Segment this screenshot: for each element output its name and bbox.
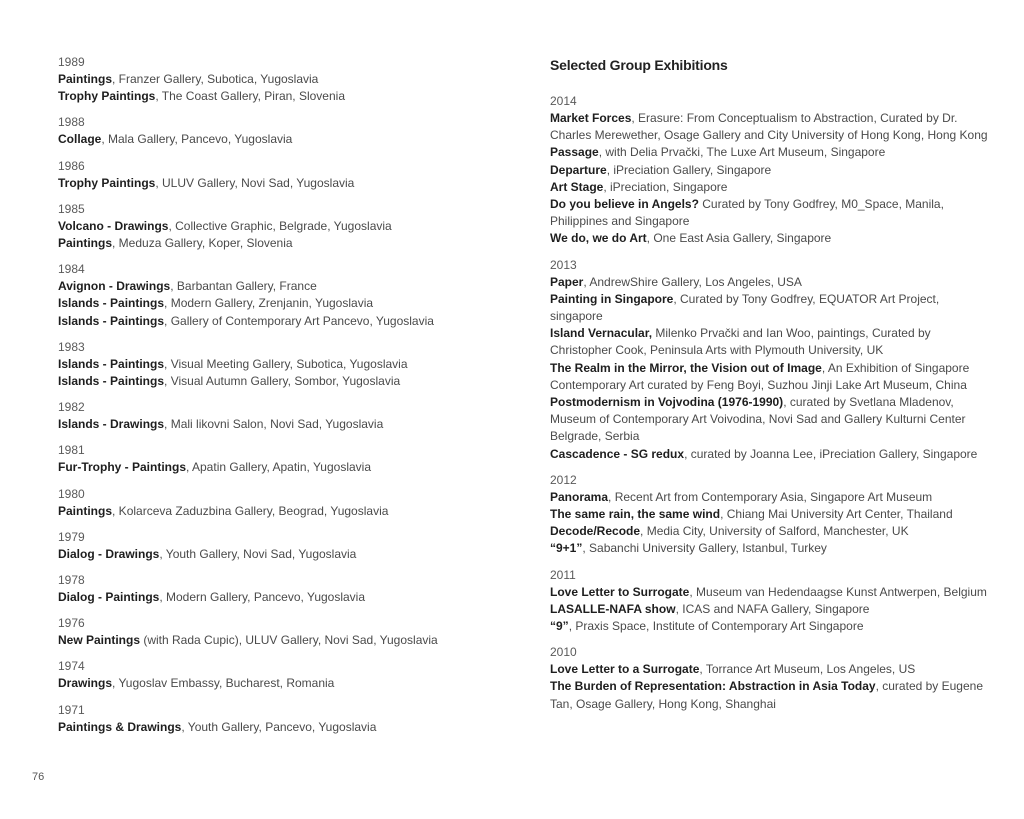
year-label: 1980: [58, 486, 85, 501]
group-exhibitions-list: [550, 93, 990, 713]
exhibition-details: , Yugoslav Embassy, Bucharest, Romania: [112, 676, 335, 691]
exhibition-entry: [58, 295, 498, 312]
exhibition-entry: [58, 459, 498, 476]
exhibition-title: Islands - Paintings: [58, 374, 165, 389]
exhibition-title: Painting in Singapore: [550, 291, 674, 306]
exhibition-title: Islands - Paintings: [58, 296, 165, 311]
exhibition-title: Collage: [58, 132, 102, 147]
exhibition-entry: [58, 356, 498, 373]
exhibition-details: , Torrance Art Museum, Los Angeles, US: [699, 662, 916, 677]
year-block: [58, 114, 498, 148]
exhibition-details: , curated by Joanna Lee, iPreciation Gallery, Singapore: [684, 446, 978, 461]
year-block: [58, 702, 498, 736]
exhibition-title: Love Letter to a Surrogate: [550, 662, 700, 677]
exhibition-details: , Visual Autumn Gallery, Sombor, Yugoslavia: [164, 374, 401, 389]
exhibition-title: The same rain, the same wind: [550, 507, 721, 522]
exhibition-details: , with Delia Prvački, The Luxe Art Museum, Singapore: [598, 145, 886, 160]
exhibition-title: Passage: [550, 145, 599, 160]
exhibition-entry: [550, 506, 990, 523]
group-exhibitions-column: [550, 54, 990, 722]
exhibition-details: , Franzer Gallery, Subotica, Yugoslavia: [112, 72, 319, 86]
exhibition-title: LASALLE-NAFA show: [550, 601, 676, 616]
year-block: [58, 339, 498, 390]
exhibition-details: , Sabanchi University Gallery, Istanbul, Turkey: [582, 541, 827, 556]
year-label: 1986: [58, 158, 85, 173]
year-label: 2010: [550, 645, 577, 660]
exhibition-entry: [550, 489, 990, 506]
year-block: [58, 658, 498, 692]
year-label: 1976: [58, 616, 85, 631]
section-title: Selected Group Exhibitions: [550, 57, 728, 73]
exhibition-title: Drawings: [58, 676, 113, 691]
exhibition-details: , Youth Gallery, Pancevo, Yugoslavia: [181, 719, 377, 734]
year-block: [550, 567, 990, 636]
year-block: [550, 257, 990, 463]
year-block: [550, 472, 990, 558]
exhibition-title: Panorama: [550, 489, 609, 504]
exhibition-entry: [58, 675, 498, 692]
exhibition-title: Decode/Recode: [550, 524, 641, 539]
year-block: [550, 644, 990, 713]
exhibition-details: , Collective Graphic, Belgrade, Yugoslavia: [168, 218, 392, 233]
exhibition-details: Curated by Tony Godfrey, M0_Space, Manila, Philippines and Singapore: [550, 197, 944, 229]
exhibition-entry: [58, 278, 498, 295]
exhibition-entry: [550, 661, 990, 678]
exhibition-details: , Meduza Gallery, Koper, Slovenia: [112, 236, 293, 251]
year-label: 2014: [550, 94, 577, 108]
exhibition-details: Milenko Prvački and Ian Woo, paintings, Curated by Christopher Cook, Peninsula Arts with Plymouth University, UK: [550, 326, 931, 358]
exhibition-details: , Museum van Hedendaagse Kunst Antwerpen, Belgium: [689, 584, 987, 599]
exhibition-entry: [58, 131, 498, 148]
exhibition-entry: [550, 179, 990, 196]
exhibition-details: , Modern Gallery, Zrenjanin, Yugoslavia: [164, 296, 374, 311]
exhibition-title: Avignon - Drawings: [58, 279, 171, 294]
exhibition-title: Trophy Paintings: [58, 175, 156, 190]
year-label: 1971: [58, 702, 85, 717]
exhibition-title: We do, we do Art: [550, 231, 647, 246]
exhibition-title: Dialog - Paintings: [58, 590, 160, 605]
exhibition-details: , Curated by Tony Godfrey, EQUATOR Art Project, singapore: [550, 291, 940, 324]
exhibition-title: Departure: [550, 162, 607, 177]
exhibition-entry: [58, 373, 498, 390]
exhibition-entry: [58, 218, 498, 235]
exhibition-title: Island Vernacular,: [550, 326, 653, 341]
exhibition-title: Paintings: [58, 236, 113, 251]
exhibition-entry: [550, 274, 990, 291]
year-label: 2011: [550, 567, 576, 582]
exhibition-title: The Burden of Representation: Abstraction in Asia Today: [550, 679, 876, 694]
exhibition-entry: [550, 678, 990, 712]
exhibition-entry: [58, 235, 498, 252]
exhibition-title: Postmodernism in Vojvodina (1976-1990): [550, 395, 784, 410]
year-block: [550, 93, 990, 248]
exhibition-entry: [58, 416, 498, 433]
exhibition-details: , iPreciation Gallery, Singapore: [606, 162, 772, 177]
exhibition-details: , Youth Gallery, Novi Sad, Yugoslavia: [159, 546, 357, 561]
year-label: 1979: [58, 529, 85, 544]
exhibition-entry: [58, 71, 498, 88]
exhibition-entry: [550, 394, 990, 446]
exhibition-entry: [550, 144, 990, 161]
year-block: [58, 158, 498, 192]
year-block: [58, 615, 498, 649]
exhibition-details: , Mali likovni Salon, Novi Sad, Yugoslavia: [164, 417, 384, 432]
exhibition-details: , Modern Gallery, Pancevo, Yugoslavia: [159, 590, 366, 605]
exhibition-details: , Barbantan Gallery, France: [170, 279, 317, 294]
exhibition-entry: [58, 589, 498, 606]
exhibition-details: , Apatin Gallery, Apatin, Yugoslavia: [186, 460, 372, 475]
exhibition-title: Cascadence - SG redux: [550, 446, 685, 461]
exhibition-title: Art Stage: [550, 179, 604, 194]
exhibition-entry: [550, 110, 990, 144]
exhibition-title: Paintings & Drawings: [58, 719, 182, 734]
exhibition-details: , One East Asia Gallery, Singapore: [646, 231, 832, 246]
exhibition-entry: [58, 503, 498, 520]
exhibition-title: Trophy Paintings: [58, 89, 156, 104]
year-label: 1974: [58, 659, 85, 674]
exhibition-details: , Kolarceva Zaduzbina Gallery, Beograd, Yugoslavia: [112, 503, 389, 518]
exhibition-entry: [550, 196, 990, 230]
exhibition-title: Fur-Trophy - Paintings: [58, 460, 186, 475]
exhibition-title: Dialog - Drawings: [58, 546, 160, 561]
exhibition-title: “9+1”: [550, 541, 583, 556]
year-block: [58, 529, 498, 563]
exhibition-title: Islands - Paintings: [58, 356, 165, 371]
exhibition-details: , ICAS and NAFA Gallery, Singapore: [675, 601, 870, 616]
exhibition-details: , Recent Art from Contemporary Asia, Singapore Art Museum: [608, 489, 933, 504]
year-label: 1978: [58, 573, 85, 588]
exhibition-entry: [58, 88, 498, 105]
exhibition-title: Do you believe in Angels?: [550, 197, 699, 212]
exhibition-details: , curated by Eugene Tan, Osage Gallery, Hong Kong, Shanghai: [550, 679, 984, 711]
exhibition-entry: [58, 632, 498, 649]
year-label: 1983: [58, 339, 85, 354]
year-block: [58, 54, 498, 105]
exhibition-title: Market Forces: [550, 111, 632, 125]
exhibition-details: , Media City, University of Salford, Manchester, UK: [640, 524, 909, 539]
exhibition-entry: [58, 313, 498, 330]
exhibition-title: Paintings: [58, 503, 113, 518]
exhibition-details: , Chiang Mai University Art Center, Thailand: [720, 507, 953, 522]
exhibition-details: , Praxis Space, Institute of Contemporary Art Singapore: [568, 619, 864, 634]
exhibition-details: , Erasure: From Conceptualism to Abstraction, Curated by Dr. Charles Merewether, Osage Gallery and City University of Hong Kong, Hong Kong: [550, 111, 988, 143]
exhibition-entry: [550, 360, 990, 394]
exhibition-details: , ULUV Gallery, Novi Sad, Yugoslavia: [155, 175, 355, 190]
exhibition-details: , curated by Svetlana Mladenov, Museum of Contemporary Art Voivodina, Novi Sad and Gallery Kulturni Center Belgrade, Serbia: [550, 395, 966, 444]
exhibition-details: , iPreciation, Singapore: [603, 179, 728, 194]
year-label: 1981: [58, 443, 85, 458]
exhibition-entry: [550, 291, 990, 325]
exhibition-title: The Realm in the Mirror, the Vision out of Image: [550, 360, 822, 375]
exhibition-title: Volcano - Drawings: [58, 218, 169, 233]
exhibition-entry: [550, 230, 990, 247]
exhibition-entry: [550, 601, 990, 618]
year-block: [58, 486, 498, 520]
exhibition-title: Islands - Paintings: [58, 313, 165, 328]
exhibition-details: , The Coast Gallery, Piran, Slovenia: [155, 89, 345, 104]
exhibition-entry: [550, 523, 990, 540]
year-label: 2012: [550, 472, 577, 487]
exhibition-title: Paintings: [58, 72, 113, 86]
solo-exhibitions-column: [58, 54, 498, 745]
year-label: 2013: [550, 257, 577, 272]
year-label: 1982: [58, 400, 85, 415]
year-label: 1985: [58, 201, 85, 216]
year-block: [58, 201, 498, 252]
exhibition-title: New Paintings: [58, 633, 141, 648]
exhibition-entry: [550, 162, 990, 179]
year-block: [58, 442, 498, 476]
year-block: [58, 399, 498, 433]
exhibition-entry: [58, 719, 498, 736]
year-label: 1988: [58, 115, 85, 130]
exhibition-details: (with Rada Cupic), ULUV Gallery, Novi Sad, Yugoslavia: [140, 633, 438, 648]
exhibition-entry: [550, 446, 990, 463]
exhibition-title: Paper: [550, 274, 584, 289]
year-block: [58, 261, 498, 330]
exhibition-entry: [58, 546, 498, 563]
exhibition-title: Love Letter to Surrogate: [550, 584, 690, 599]
exhibition-entry: [550, 618, 990, 635]
year-label: 1984: [58, 262, 85, 277]
exhibition-details: , Gallery of Contemporary Art Pancevo, Yugoslavia: [164, 313, 434, 328]
year-label: 1989: [58, 55, 85, 69]
exhibition-entry: [58, 175, 498, 192]
exhibition-details: , Mala Gallery, Pancevo, Yugoslavia: [101, 132, 293, 147]
exhibition-details: , Visual Meeting Gallery, Subotica, Yugoslavia: [164, 356, 408, 371]
exhibition-entry: [550, 584, 990, 601]
exhibition-details: , AndrewShire Gallery, Los Angeles, USA: [583, 274, 802, 289]
exhibition-details: , An Exhibition of Singapore Contemporary Art curated by Feng Boyi, Suzhou Jinji Lake Art Museum, China: [550, 360, 970, 392]
exhibition-title: Islands - Drawings: [58, 417, 165, 432]
exhibition-entry: [550, 540, 990, 557]
year-block: [58, 572, 498, 606]
exhibition-entry: [550, 325, 990, 359]
exhibition-title: “9”: [550, 619, 569, 634]
page-number: 76: [32, 771, 45, 783]
